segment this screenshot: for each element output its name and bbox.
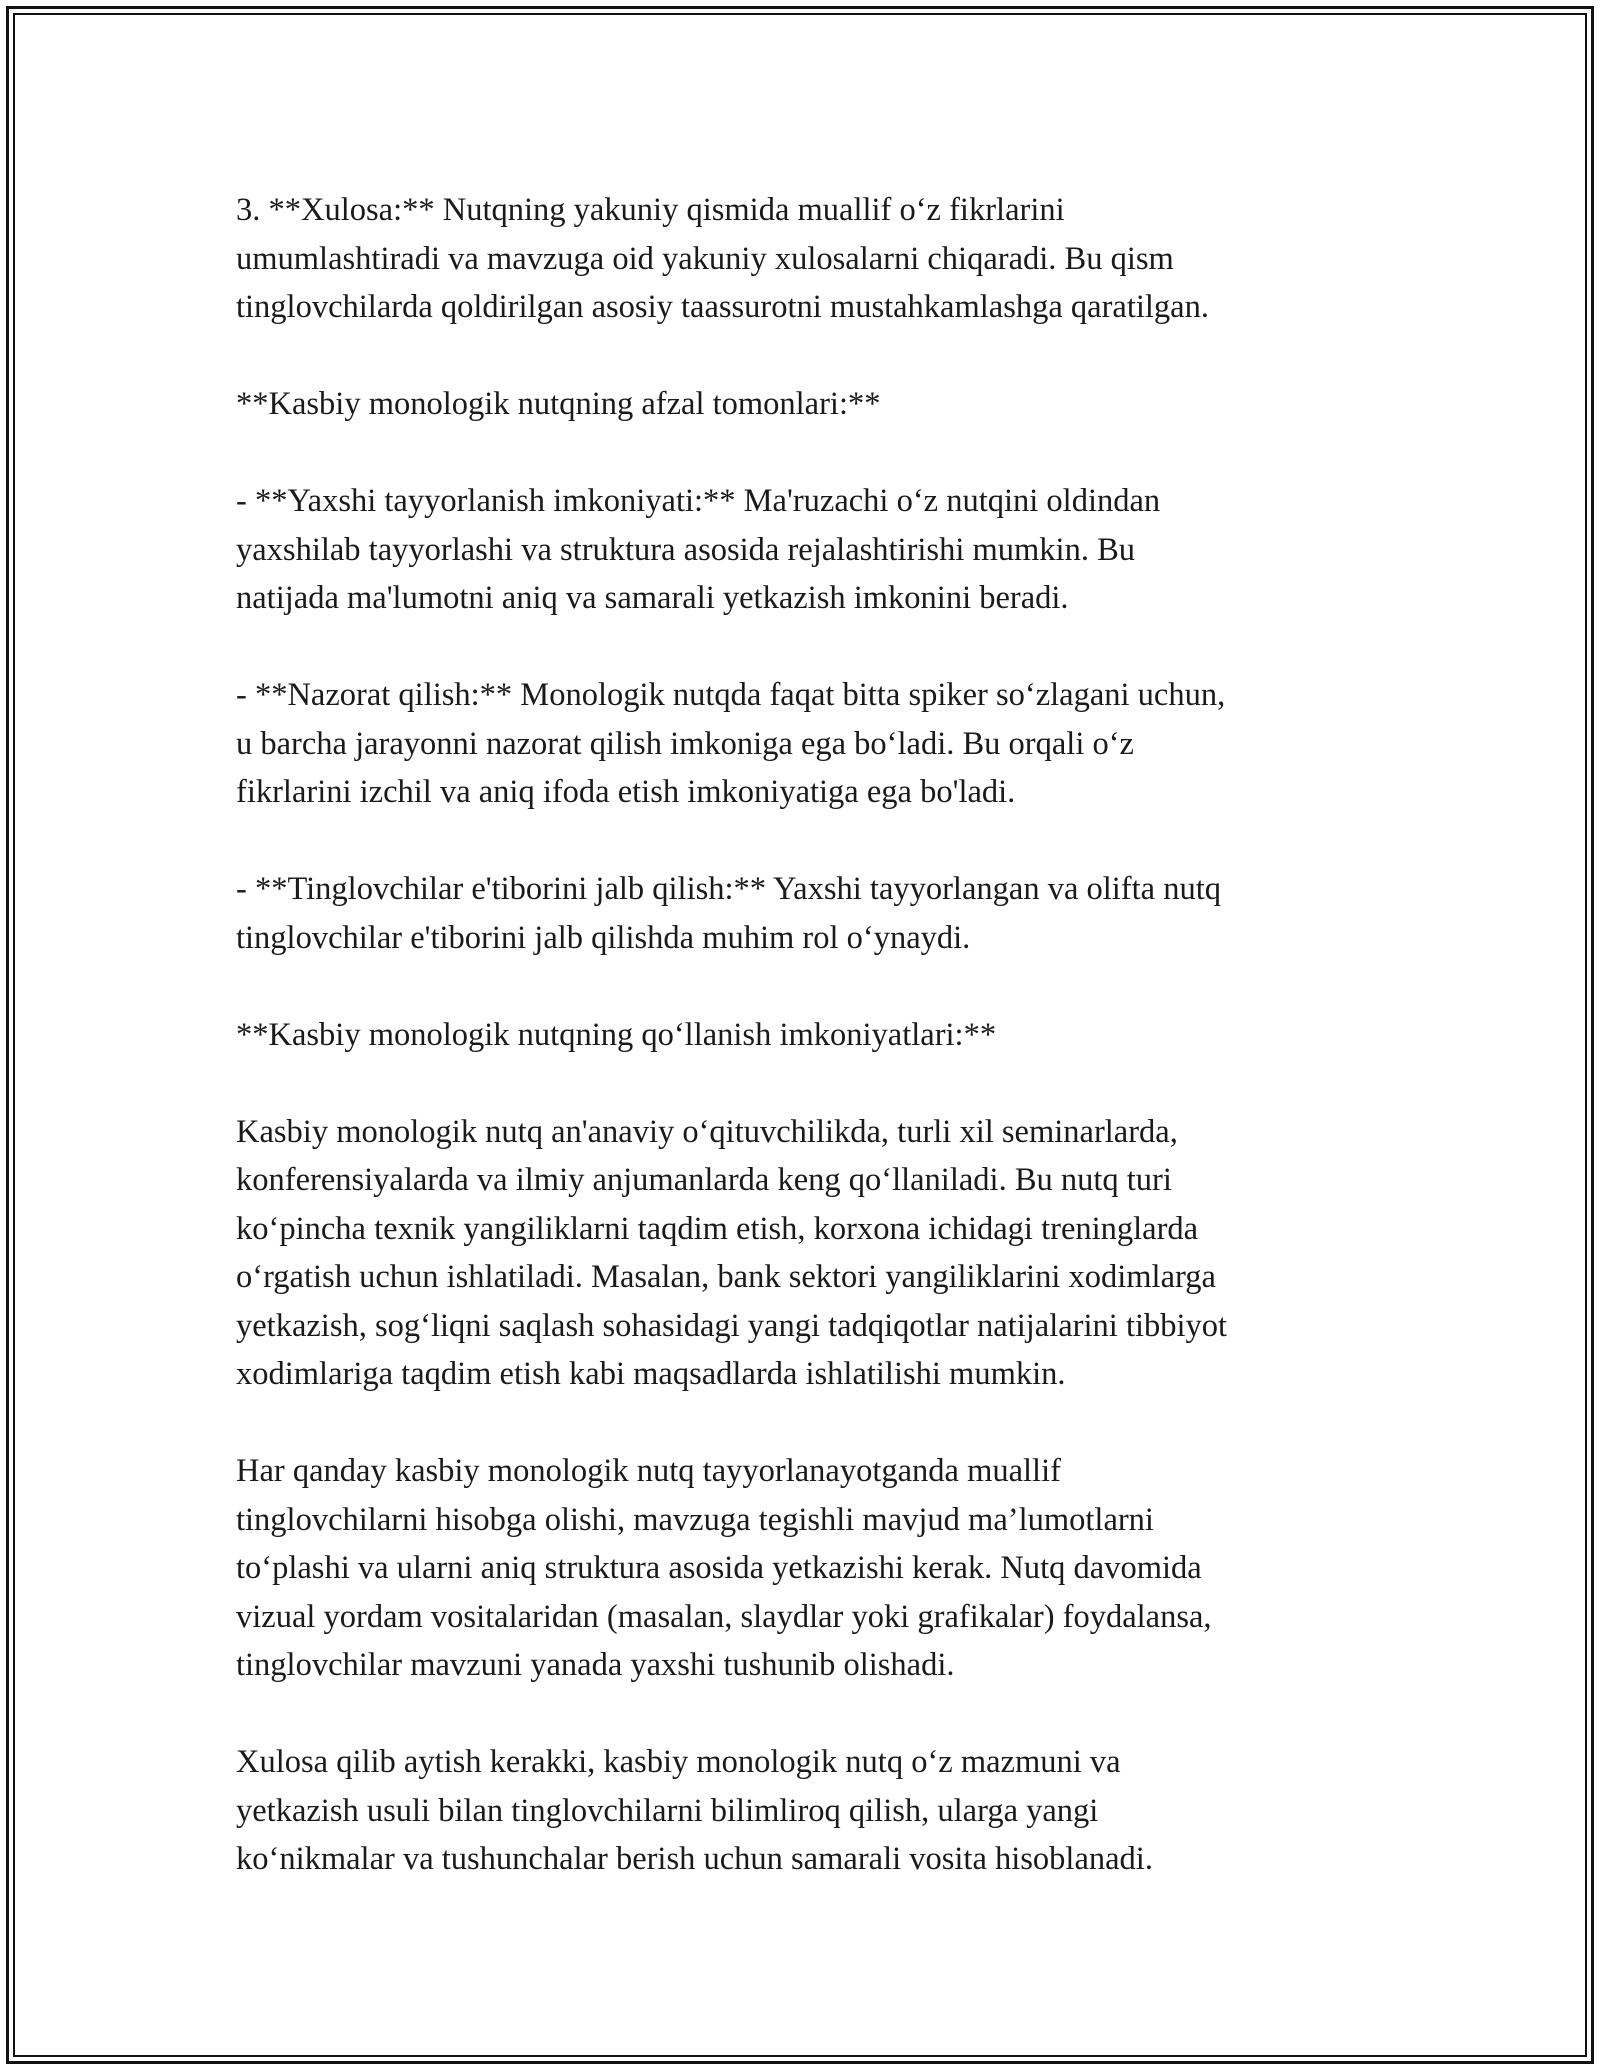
list-item-attention: - **Tinglovchilar e'tiborini jalb qilish:** Yaxshi tayyorlangan va olifta nutq tinglovchilar e'tiborini jalb qilishda muhim rol o‘ynaydi. (236, 871, 1221, 956)
paragraph-summary: Xulosa qilib aytish kerakki, kasbiy monologik nutq o‘z mazmuni va yetkazish usuli bilan tinglovchilarni bilimliroq qilish, ularga yangi ko‘nikmalar va tushunchalar berish uchun samarali vosita hisoblanadi. (236, 1744, 1153, 1877)
paragraph-applications: Kasbiy monologik nutq an'anaviy o‘qituvchilikda, turli xil seminarlarda, konferensiyalarda va ilmiy anjumanlarda keng qo‘llaniladi. Bu nutq turi ko‘pincha texnik yangiliklarni taqdim etish, korxona ichidagi treninglarda o‘rgatish uchun ishlatiladi. Masalan, bank sektori yangiliklarini xodimlarga yetkazish, sog‘liqni saqlash sohasidagi yangi tadqiqotlar natijalarini tibbiyot xodimlariga taqdim etish kabi maqsadlarda ishlatilishi mumkin. (236, 1113, 1228, 1392)
list-item-control: - **Nazorat qilish:** Monologik nutqda faqat bitta spiker so‘zlagani uchun, u barcha jarayonni nazorat qilish imkoniga ega bo‘ladi. Bu orqali o‘z fikrlarini izchil va aniq ifoda etish imkoniyatiga ega bo'ladi. (236, 677, 1226, 810)
paragraph-conclusion-point: 3. **Xulosa:** Nutqning yakuniy qismida muallif o‘z fikrlarini umumlashtiradi va mavzuga oid yakuniy xulosalarni chiqaradi. Bu qism tinglovchilarda qoldirilgan asosiy taassurotni mustahkamlashga qaratilgan. (236, 192, 1209, 325)
document-body (236, 186, 1366, 1884)
list-item-preparation: - **Yaxshi tayyorlanish imkoniyati:** Ma'ruzachi o‘z nutqini oldindan yaxshilab tayyorlashi va struktura asosida rejalashtirishi mumkin. Bu natijada ma'lumotni aniq va samarali yetkazish imkonini beradi. (236, 483, 1161, 616)
heading-applications: **Kasbiy monologik nutqning qo‘llanish imkoniyatlari:** (236, 1016, 997, 1053)
paragraph-preparation-advice: Har qanday kasbiy monologik nutq tayyorlanayotganda muallif tinglovchilarni hisobga olishi, mavzuga tegishli mavjud ma’lumotlarni to‘plashi va ularni aniq struktura asosida yetkazishi kerak. Nutq davomida vizual yordam vositalaridan (masalan, slaydlar yoki grafikalar) foydalansa, tinglovchilar mavzuni yanada yaxshi tushunib olishadi. (236, 1453, 1212, 1683)
heading-advantages: **Kasbiy monologik nutqning afzal tomonlari:** (236, 386, 881, 422)
